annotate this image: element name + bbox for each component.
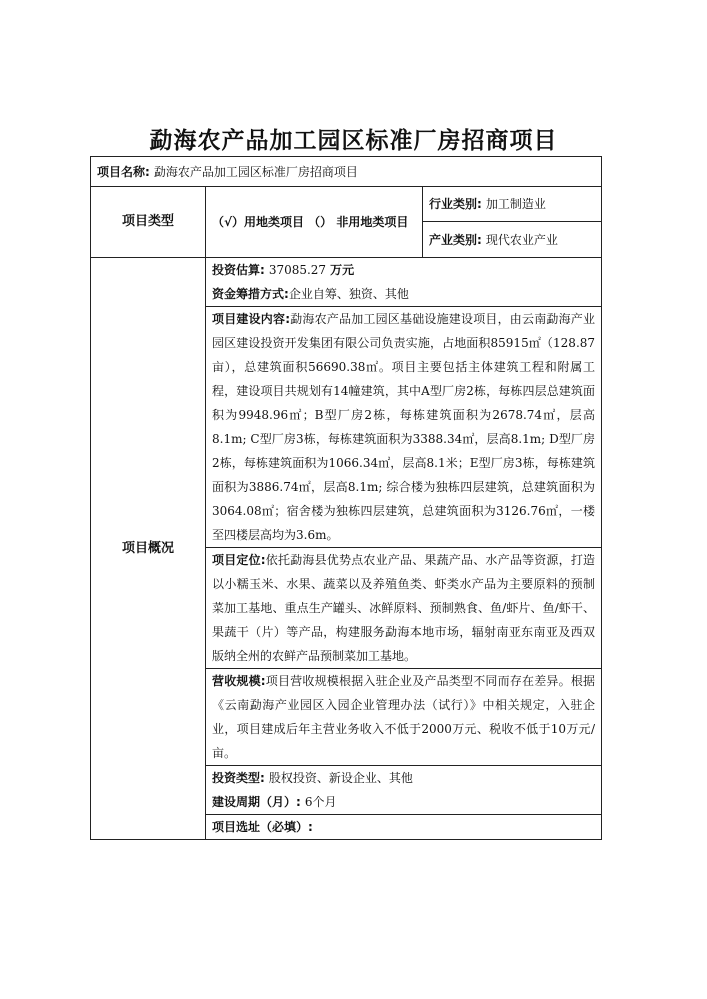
period-value: 6个月 xyxy=(304,795,337,809)
investment-line xyxy=(212,258,595,282)
project-table xyxy=(90,156,602,840)
period-label: 建设周期（月）: xyxy=(212,795,301,809)
industry-label: 行业类别: xyxy=(429,197,482,211)
project-name-value: 勐海农产品加工园区标准厂房招商项目 xyxy=(153,164,358,179)
position-cell xyxy=(206,548,602,669)
investment-funding-cell xyxy=(206,258,602,307)
invest-type-period-cell xyxy=(206,766,602,815)
invest-type-line xyxy=(212,766,595,790)
site-label: 项目选址（必填）: xyxy=(212,820,313,834)
industry-value: 加工制造业 xyxy=(485,197,546,211)
project-name-label: 项目名称: xyxy=(97,164,150,179)
sector-value: 现代农业产业 xyxy=(485,232,558,247)
period-line xyxy=(212,790,595,814)
revenue-cell xyxy=(206,669,602,766)
funding-value: 企业自筹、独资、其他 xyxy=(288,287,409,301)
revenue-value: 项目营收规模根据入驻企业及产品类型不同而存在差异。根据《云南勐海产业园区入园企业管理办法（试行）》中相关规定，入驻企业，项目建成后年主营业务收入不低于2000万元、税收不低于10万元/亩。 xyxy=(212,674,596,760)
investment-funding-row xyxy=(91,258,602,307)
invest-type-value: 股权投资、新设企业、其他 xyxy=(268,771,413,785)
position-value: 依托勐海县优势点农业产品、果蔬产品、水产品等资源，打造以小糯玉米、水果、蔬菜以及养殖鱼类、虾类水产品为主要原料的预制菜加工基地、重点生产罐头、冰鲜原料、预制熟食、鱼/虾片、鱼/虾干、果蔬干（片）等产品，构建服务勐海本地市场，辐射南亚东南亚及西双版纳全州的农鲜产品预制菜加工基地。 xyxy=(212,553,596,663)
site-cell xyxy=(206,815,602,840)
project-name-row xyxy=(91,157,602,187)
content-cell xyxy=(206,307,602,548)
revenue-label: 营收规模: xyxy=(212,674,266,688)
funding-label: 资金筹措方式: xyxy=(212,287,289,301)
project-type-row xyxy=(91,187,602,222)
sector-label: 产业类别: xyxy=(429,232,482,247)
content-label: 项目建设内容: xyxy=(212,312,290,326)
position-label: 项目定位: xyxy=(212,553,266,567)
investment-unit: 万元 xyxy=(330,263,355,277)
investment-value: 37085.27 xyxy=(268,263,327,277)
project-type-label: 项目类型 xyxy=(91,187,206,258)
invest-type-label: 投资类型: xyxy=(212,771,265,785)
funding-line xyxy=(212,282,595,306)
page-title: 勐海农产品加工园区标准厂房招商项目 xyxy=(149,128,558,154)
project-type-options: （√）用地类项目 （） 非用地类项目 xyxy=(206,187,423,258)
investment-label: 投资估算: xyxy=(212,263,265,277)
overview-label: 项目概况 xyxy=(91,258,206,840)
sector-cell xyxy=(423,222,602,258)
content-value: 勐海农产品加工园区基础设施建设项目，由云南勐海产业园区建设投资开发集团有限公司负责实施，占地面积85915㎡（128.87亩），总建筑面积56690.38㎡。项目主要包括主体建筑工程和附属工程，建设项目共规划有14幢建筑，其中A型厂房2栋，每栋四层总建筑面积为9948.96㎡；B型厂房2栋，每栋建筑面积为2678.74㎡，层高8.1m; C型厂房3栋，每栋建筑面积为3388.34㎡，层高8.1m; D型厂房2栋，每栋建筑面积为1066.34㎡，层高8.1米；E型厂房3栋，每栋建筑面积为3886.74㎡，层高8.1m; 综合楼为独栋四层建筑，总建筑面积为3064.08㎡；宿舍楼为独栋四层建筑，总建筑面积为3126.76㎡，一楼至四楼层高均为3.6m。 xyxy=(212,312,596,542)
industry-cell xyxy=(423,187,602,222)
